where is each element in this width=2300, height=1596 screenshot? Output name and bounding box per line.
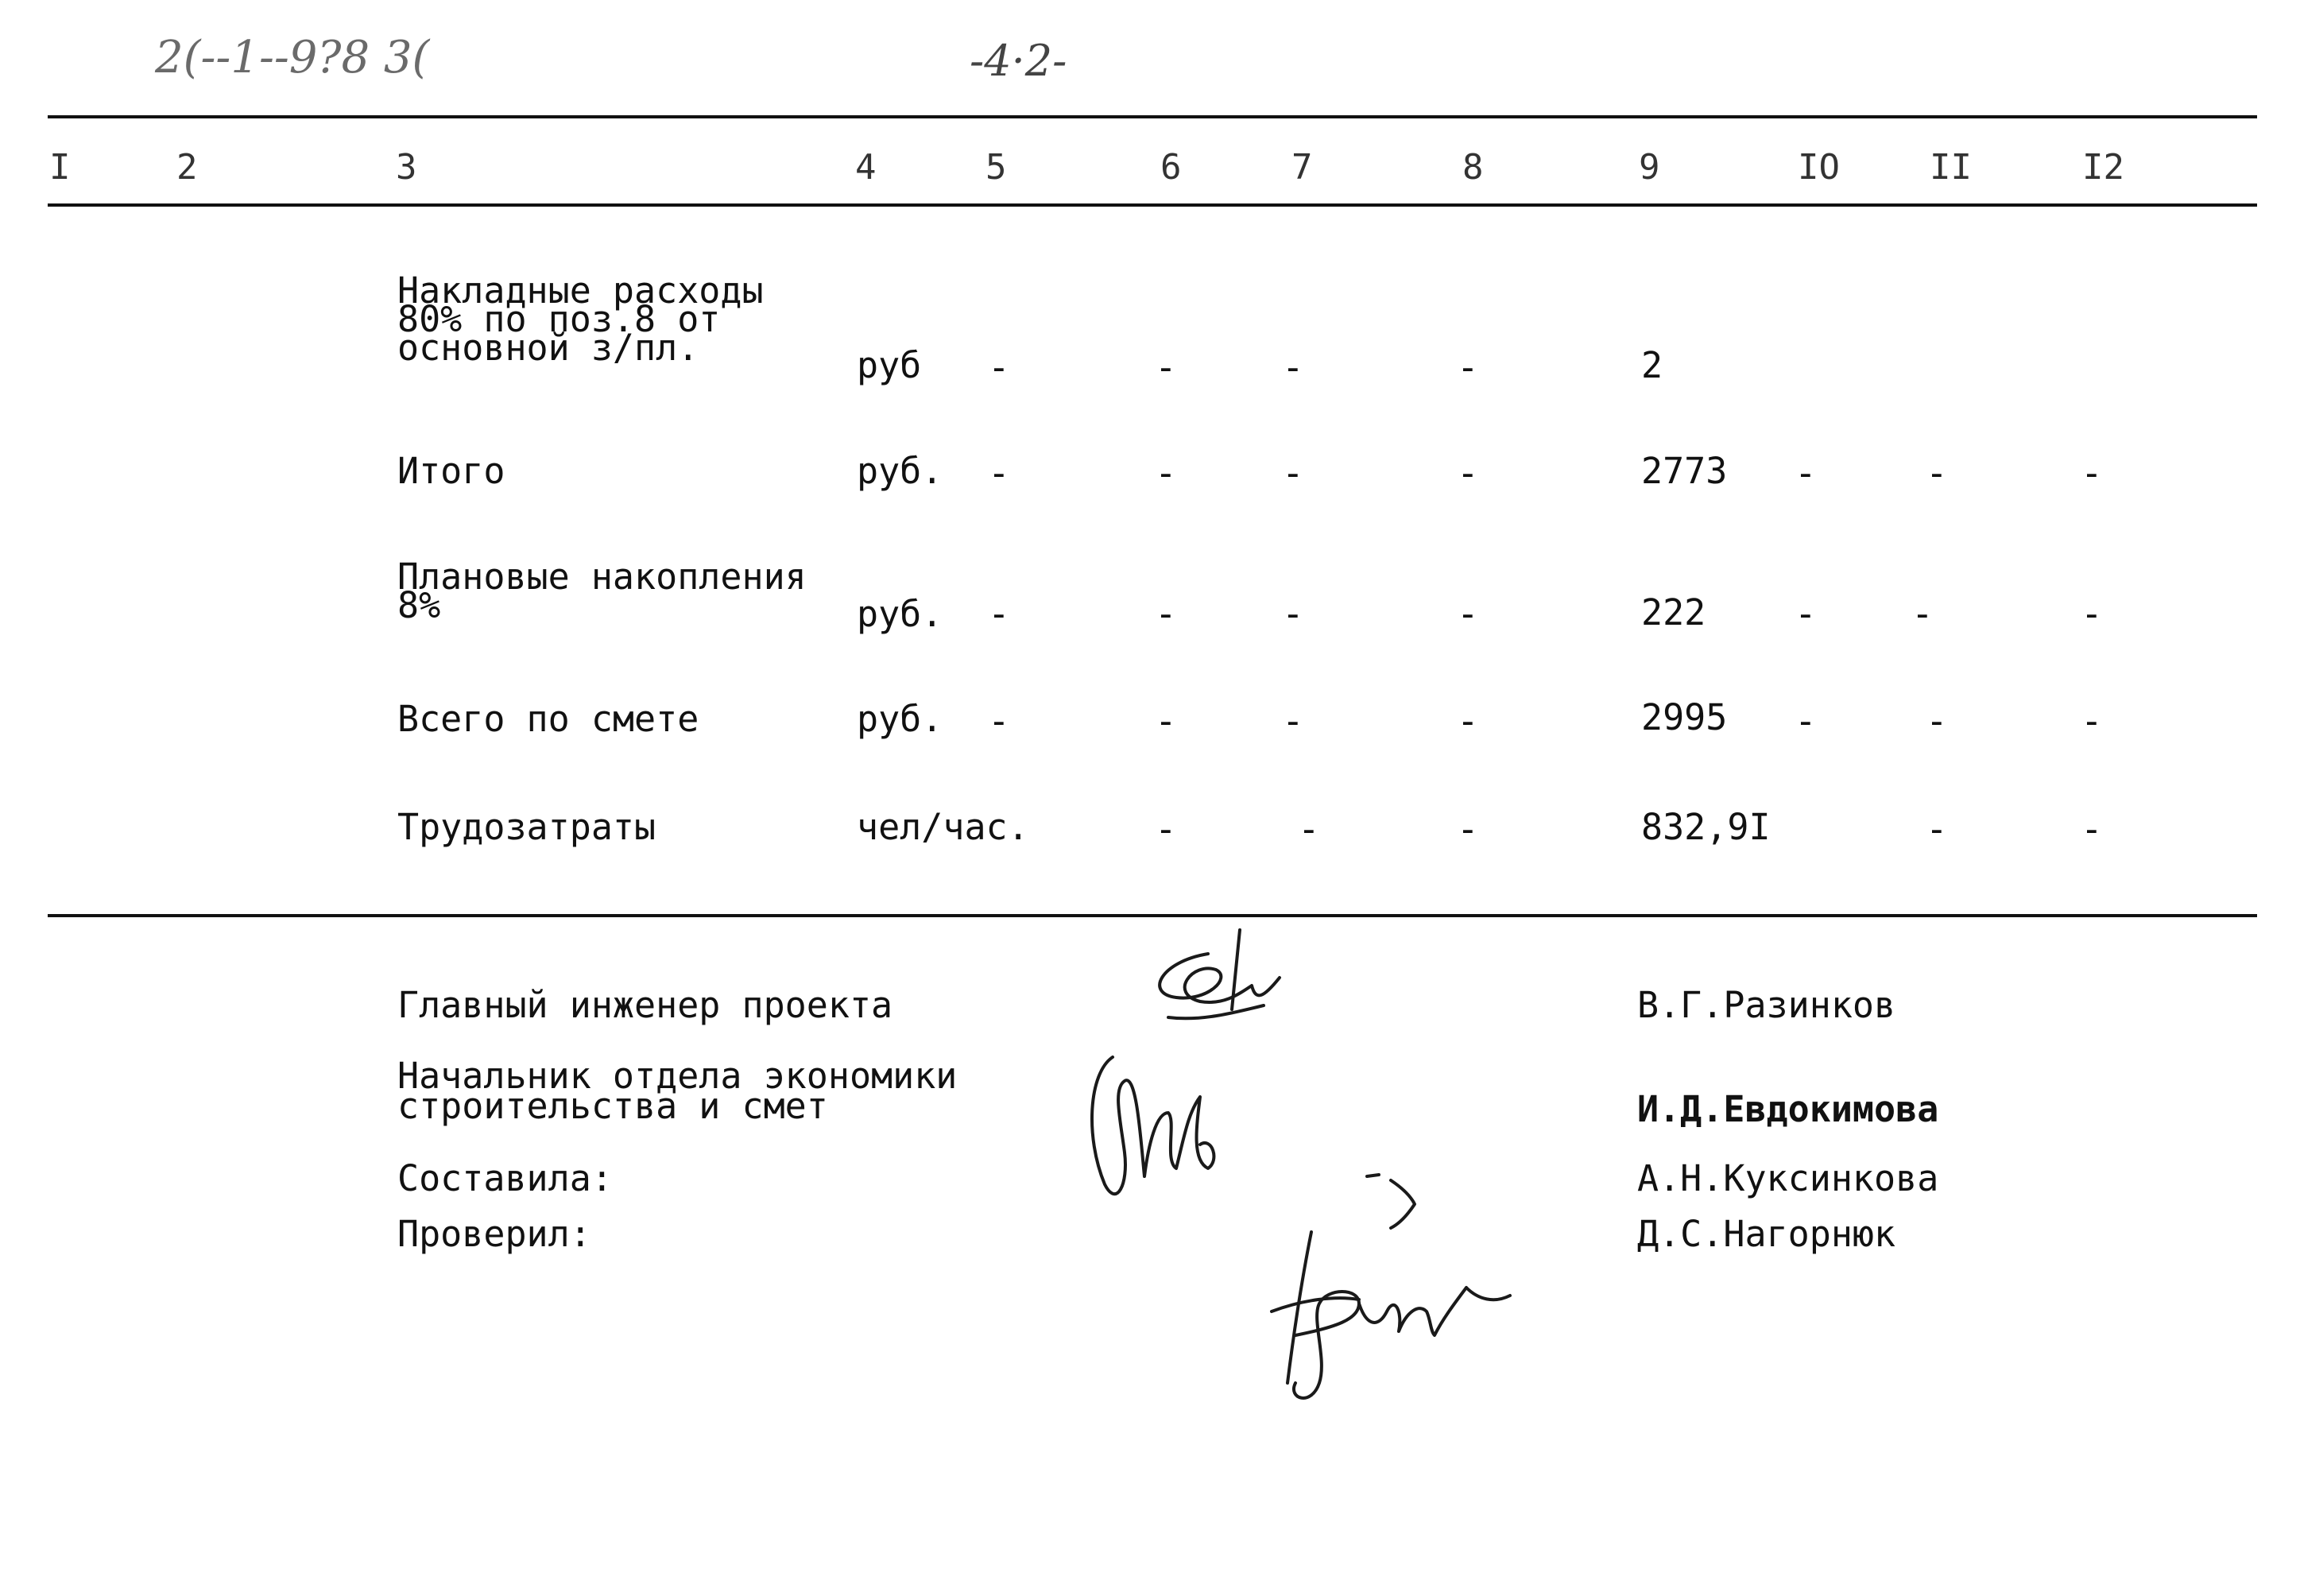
cell-labor-8: - [1457, 808, 1479, 850]
cell-planned-savings-11: - [1911, 592, 1934, 635]
cell-planned-savings-5: - [988, 592, 1010, 635]
cell-labor-9: 832,9I [1641, 806, 1771, 848]
top-rule [48, 115, 2257, 118]
cell-subtotal-9: 2773 [1641, 450, 1728, 492]
sign-name-checked: Д.С.Нагорнюк [1637, 1213, 1896, 1255]
cell-estimate-total-12: - [2081, 699, 2103, 742]
row-unit-overhead: руб [857, 344, 922, 386]
cell-overhead-5: - [988, 346, 1010, 389]
cell-subtotal-7: - [1282, 451, 1304, 494]
cell-estimate-total-11: - [1926, 699, 1948, 742]
sign-name-compiled: А.Н.Куксинкова [1637, 1157, 1939, 1199]
cell-subtotal-8: - [1457, 451, 1479, 494]
cell-planned-savings-7: - [1282, 592, 1304, 635]
sign-role-economics-head: Начальник отдела экономики строительства и смет [397, 1055, 958, 1127]
cell-planned-savings-8: - [1457, 592, 1479, 635]
cell-estimate-total-7: - [1282, 699, 1304, 742]
cell-labor-11: - [1926, 808, 1948, 850]
cell-planned-savings-9: 222 [1641, 591, 1706, 633]
page-number: -4·2- [970, 36, 1067, 86]
sign-name-chief-engineer: В.Г.Разинков [1637, 984, 1896, 1026]
col-header-3: 3 [396, 147, 417, 188]
cell-estimate-total-6: - [1155, 699, 1177, 742]
cell-planned-savings-6: - [1155, 592, 1177, 635]
col-header-6: 6 [1160, 147, 1182, 188]
cell-overhead-6: - [1155, 346, 1177, 389]
cell-estimate-total-10: - [1795, 699, 1817, 742]
col-header-5: 5 [985, 147, 1007, 188]
cell-estimate-total-5: - [988, 699, 1010, 742]
sign-name-economics-head: И.Д.Евдокимова [1637, 1088, 1939, 1130]
cell-labor-6: - [1155, 808, 1177, 850]
cell-subtotal-5: - [988, 451, 1010, 494]
cell-overhead-7: - [1282, 346, 1304, 389]
col-header-12: I2 [2082, 147, 2124, 188]
col-header-2: 2 [176, 147, 198, 188]
row-name-overhead: Накладные расходы 80% по поз.8 от основной з/пл. [397, 269, 764, 369]
cell-overhead-8: - [1457, 346, 1479, 389]
col-header-4: 4 [855, 147, 877, 188]
sign-role-chief-engineer: Главный инженер проекта [397, 984, 893, 1026]
col-header-8: 8 [1462, 147, 1484, 188]
row-name-planned-savings: Плановые накопления 8% [397, 556, 807, 626]
row-unit-subtotal: руб. [857, 450, 943, 492]
cell-overhead-9: 2 [1641, 344, 1663, 386]
col-header-7: 7 [1291, 147, 1313, 188]
col-header-1: I [49, 147, 71, 188]
document-code: 2(--1--9?8 3( [155, 32, 430, 83]
signature-checked [1240, 1224, 1526, 1415]
row-unit-labor: чел/час. [857, 806, 1029, 848]
header-rule [48, 203, 2257, 207]
bottom-rule [48, 914, 2257, 917]
row-name-subtotal: Итого [397, 450, 505, 492]
cell-subtotal-11: - [1926, 451, 1948, 494]
sign-role-checked: Проверил: [397, 1213, 591, 1255]
row-name-estimate-total: Всего по смете [397, 698, 699, 740]
col-header-9: 9 [1639, 147, 1660, 188]
row-unit-estimate-total: руб. [857, 698, 943, 740]
col-header-11: II [1930, 147, 1972, 188]
signature-economics-head [1081, 1041, 1264, 1216]
cell-estimate-total-9: 2995 [1641, 696, 1728, 738]
cell-labor-12: - [2081, 808, 2103, 850]
cell-planned-savings-10: - [1795, 592, 1817, 635]
cell-subtotal-6: - [1155, 451, 1177, 494]
cell-labor-7: - [1298, 808, 1320, 850]
cell-subtotal-12: - [2081, 451, 2103, 494]
row-unit-planned-savings: руб. [857, 593, 943, 635]
cell-estimate-total-8: - [1457, 699, 1479, 742]
sign-role-compiled: Составила: [397, 1157, 613, 1199]
cell-subtotal-10: - [1795, 451, 1817, 494]
signature-chief-engineer [1113, 922, 1319, 1057]
col-header-10: IO [1798, 147, 1840, 188]
cell-planned-savings-12: - [2081, 592, 2103, 635]
row-name-labor: Трудозатраты [397, 806, 656, 848]
